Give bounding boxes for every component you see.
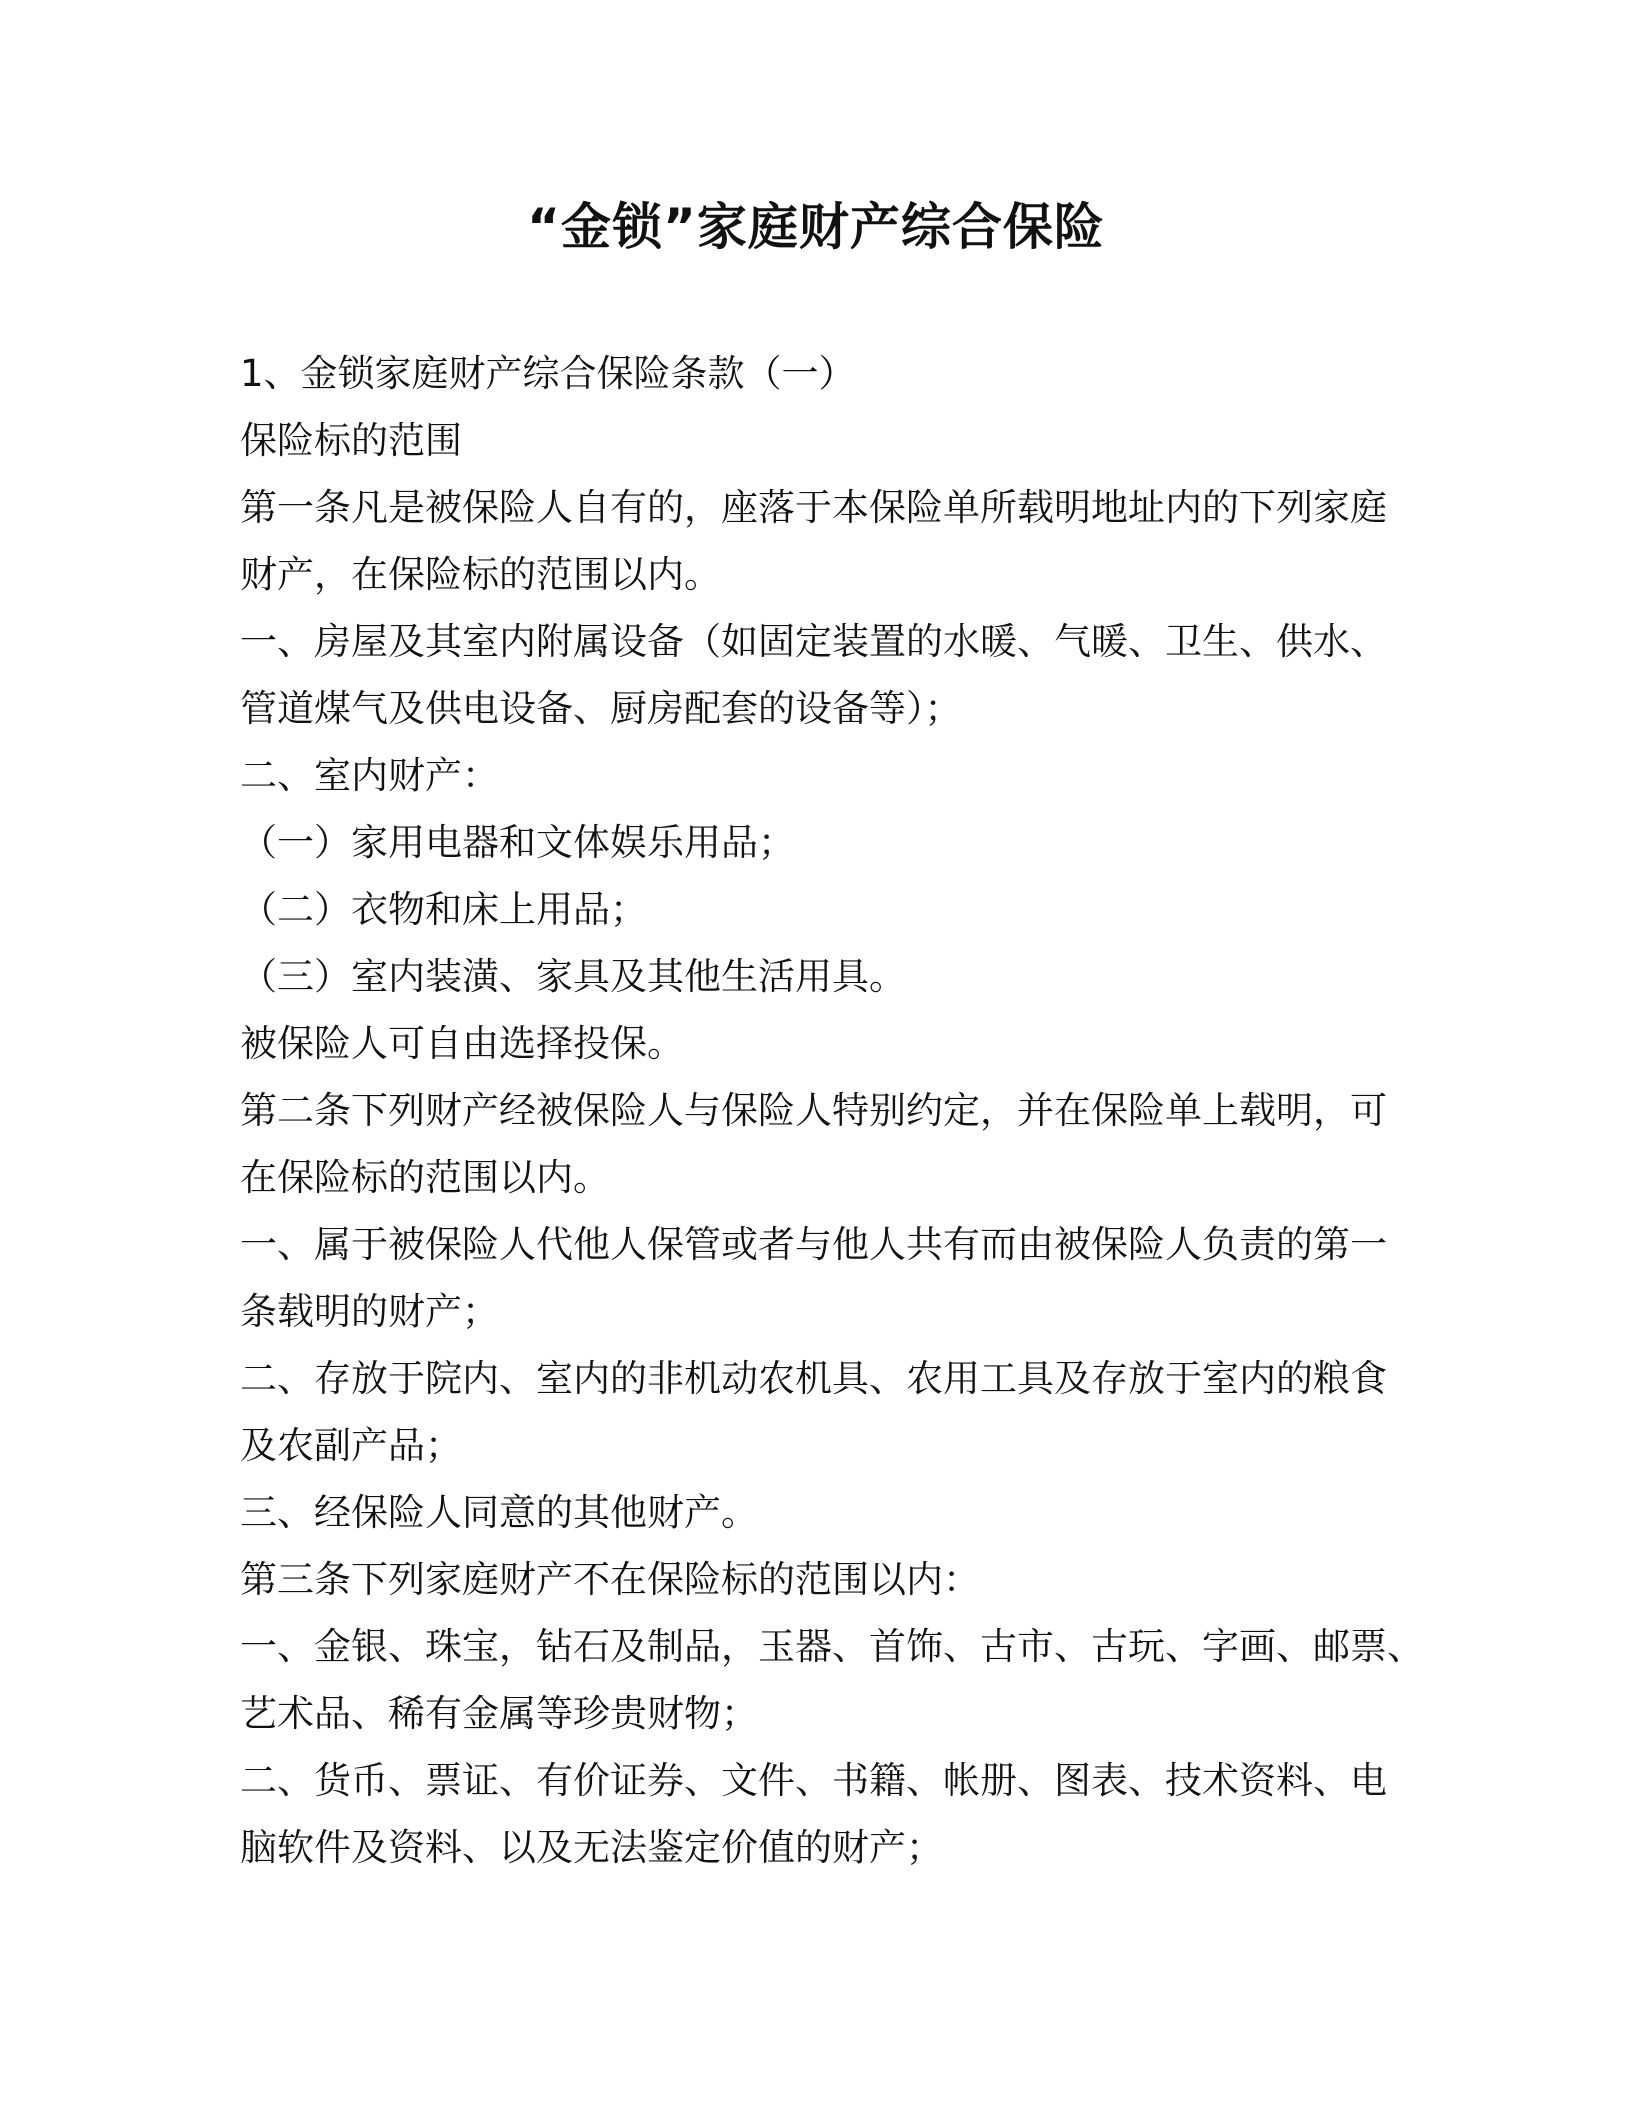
clause-line: 三、经保险人同意的其他财产。 (240, 1491, 758, 1534)
document-body (240, 340, 1424, 1881)
clause-line: 脑软件及资料、以及无法鉴定价值的财产； (240, 1826, 943, 1869)
sub-clause-line: （三）室内装潢、家具及其他生活用具。 (240, 955, 906, 998)
article-line: 第一条凡是被保险人自有的，座落于本保险单所载明地址内的下列家庭 (240, 486, 1387, 529)
clause-line: 一、属于被保险人代他人保管或者与他人共有而由被保险人负责的第一 (240, 1223, 1387, 1266)
clause-line: 一、房屋及其室内附属设备（如固定装置的水暖、气暖、卫生、供水、 (240, 620, 1387, 663)
note-line: 被保险人可自由选择投保。 (240, 1022, 684, 1065)
clause-line: 及农副产品； (240, 1424, 462, 1467)
clause-line: 管道煤气及供电设备、厨房配套的设备等）； (240, 687, 962, 730)
article-line: 财产，在保险标的范围以内。 (240, 553, 721, 596)
article-line: 第二条下列财产经被保险人与保险人特别约定，并在保险单上载明，可 (240, 1089, 1387, 1132)
clause-line: 艺术品、稀有金属等珍贵财物； (240, 1692, 758, 1735)
sub-clause-line: （一）家用电器和文体娱乐用品； (240, 821, 795, 864)
subheading: 保险标的范围 (240, 419, 462, 462)
clause-line: 二、货币、票证、有价证券、文件、书籍、帐册、图表、技术资料、电 (240, 1759, 1387, 1802)
section-heading: 1、金锁家庭财产综合保险条款（一） (240, 352, 856, 395)
article-line: 在保险标的范围以内。 (240, 1156, 610, 1199)
page-title: “金锁”家庭财产综合保险 (527, 198, 1105, 256)
clause-line: 二、存放于院内、室内的非机动农机具、农用工具及存放于室内的粮食 (240, 1357, 1387, 1400)
clause-line: 条载明的财产； (240, 1290, 499, 1333)
article-line: 第三条下列家庭财产不在保险标的范围以内： (240, 1558, 980, 1601)
clause-line: 二、室内财产： (240, 754, 499, 797)
clause-line: 一、金银、珠宝，钻石及制品，玉器、首饰、古市、古玩、字画、邮票、 (240, 1625, 1424, 1668)
sub-clause-line: （二）衣物和床上用品； (240, 888, 647, 931)
